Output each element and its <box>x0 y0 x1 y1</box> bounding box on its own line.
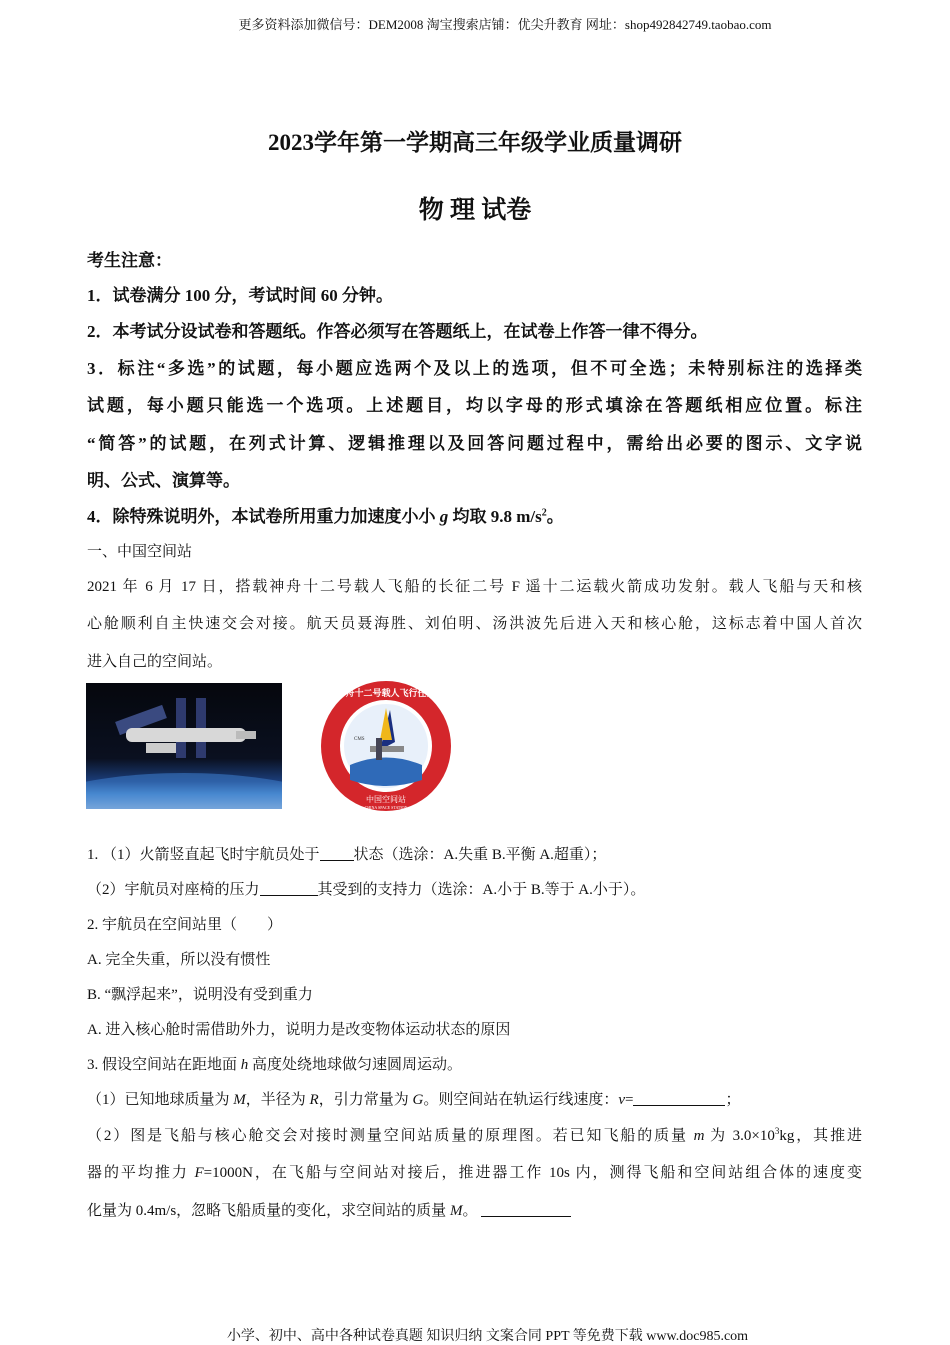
question-3-part-2-line: （2）图是飞船与核心舱交会对接时测量空间站质量的原理图。若已知飞船的质量 m 为 $3.0\times 10^3kg$，其推进 <box>87 1126 862 1144</box>
notice-line-4: 4．除特殊说明外，本试卷所用重力加速度小小 g 均取 9.8 $m/s^2$。 <box>87 507 564 526</box>
notice-line: 1．试卷满分 100 分，考试时间 60 分钟。 <box>87 286 393 305</box>
logo-text-bottom-en: CHINA SPACE STATION <box>364 805 408 810</box>
answer-blank[interactable] <box>633 1091 725 1106</box>
footer-banner: 小学、初中、高中各种试卷真题 知识归纳 文案合同 PPT 等免费下载 www.doc985.com <box>226 1329 749 1344</box>
answer-blank[interactable] <box>320 846 354 861</box>
logo-text-top: 神舟十二号载人飞行任务 <box>336 688 436 698</box>
question-3-part-2-line: 化量为 0.4m/s，忽略飞船质量的变化，求空间站的质量 M。 <box>87 1199 571 1220</box>
answer-blank[interactable] <box>481 1202 571 1217</box>
notice-line: 明、公式、演算等。 <box>87 471 240 490</box>
exam-title: 2023学年第一学期高三年级学业质量调研 <box>268 130 682 155</box>
exam-subtitle: 物 理 试卷 <box>418 197 532 224</box>
notice-line: 试题，每小题只能选一个选项。上述题目，均以字母的形式填涂在答题纸相应位置。标注 <box>87 396 862 415</box>
notice-line: “简答”的试题，在列式计算、逻辑推理以及回答问题过程中，需给出必要的图示、文字说 <box>87 434 862 453</box>
question-2-option: A. 完全失重，所以没有惯性 <box>87 952 271 968</box>
intro-paragraph-line: 进入自己的空间站。 <box>87 654 223 670</box>
notice-line: 3．标注“多选”的试题，每小题应选两个及以上的选项，但不可全选；未特别标注的选择类 <box>87 359 862 378</box>
question-2-option: B. “飘浮起来”，说明没有受到重力 <box>87 987 313 1003</box>
logo-cms: CMS <box>354 737 365 742</box>
header-banner: 更多资料添加微信号：DEM2008 淘宝搜索店铺：优尖升教育 网址：shop492842749.taobao.com <box>238 17 772 32</box>
question-2: 2. 宇航员在空间站里（ ） <box>87 917 283 933</box>
notice-heading: 考生注意： <box>87 251 172 270</box>
notice-line: 2．本考试分设试卷和答题纸。作答必须写在答题纸上，在试卷上作答一律不得分。 <box>87 322 708 341</box>
section-heading: 一、中国空间站 <box>87 544 193 560</box>
answer-blank[interactable] <box>260 881 318 896</box>
question-2-option: A. 进入核心舱时需借助外力，说明力是改变物体运动状态的原因 <box>87 1022 511 1038</box>
question-3: 3. 假设空间站在距地面 h 高度处绕地球做匀速圆周运动。 <box>87 1057 463 1073</box>
question-1-part-1: 1. （1）火箭竖直起飞时宇航员处于 状态（选涂：A.失重 B.平衡 A.超重）； <box>87 847 607 863</box>
mission-logo <box>320 680 452 812</box>
intro-paragraph-line: 2021 年 6 月 17 日，搭载神舟十二号载人飞船的长征二号 F 遥十二运载火箭成功发射。载人飞船与天和核 <box>87 579 862 595</box>
space-station-photo <box>86 683 282 809</box>
intro-paragraph-line: 心舱顺利自主快速交会对接。航天员聂海胜、刘伯明、汤洪波先后进入天和核心舱，这标志着中国人首次 <box>87 616 862 632</box>
question-3-part-1: （1）已知地球质量为 M，半径为 R，引力常量为 G。则空间站在轨运行线速度：v= ； <box>87 1092 741 1108</box>
question-3-part-2-line: 器的平均推力 F=1000N，在飞船与空间站对接后，推进器工作 10s 内，测得飞船和空间站组合体的速度变 <box>87 1165 862 1181</box>
logo-text-bottom: 中国空间站 <box>366 795 406 804</box>
question-1-part-2: （2）宇航员对座椅的压力 其受到的支持力（选涂：A.小于 B.等于 A.小于）。 <box>87 882 646 898</box>
